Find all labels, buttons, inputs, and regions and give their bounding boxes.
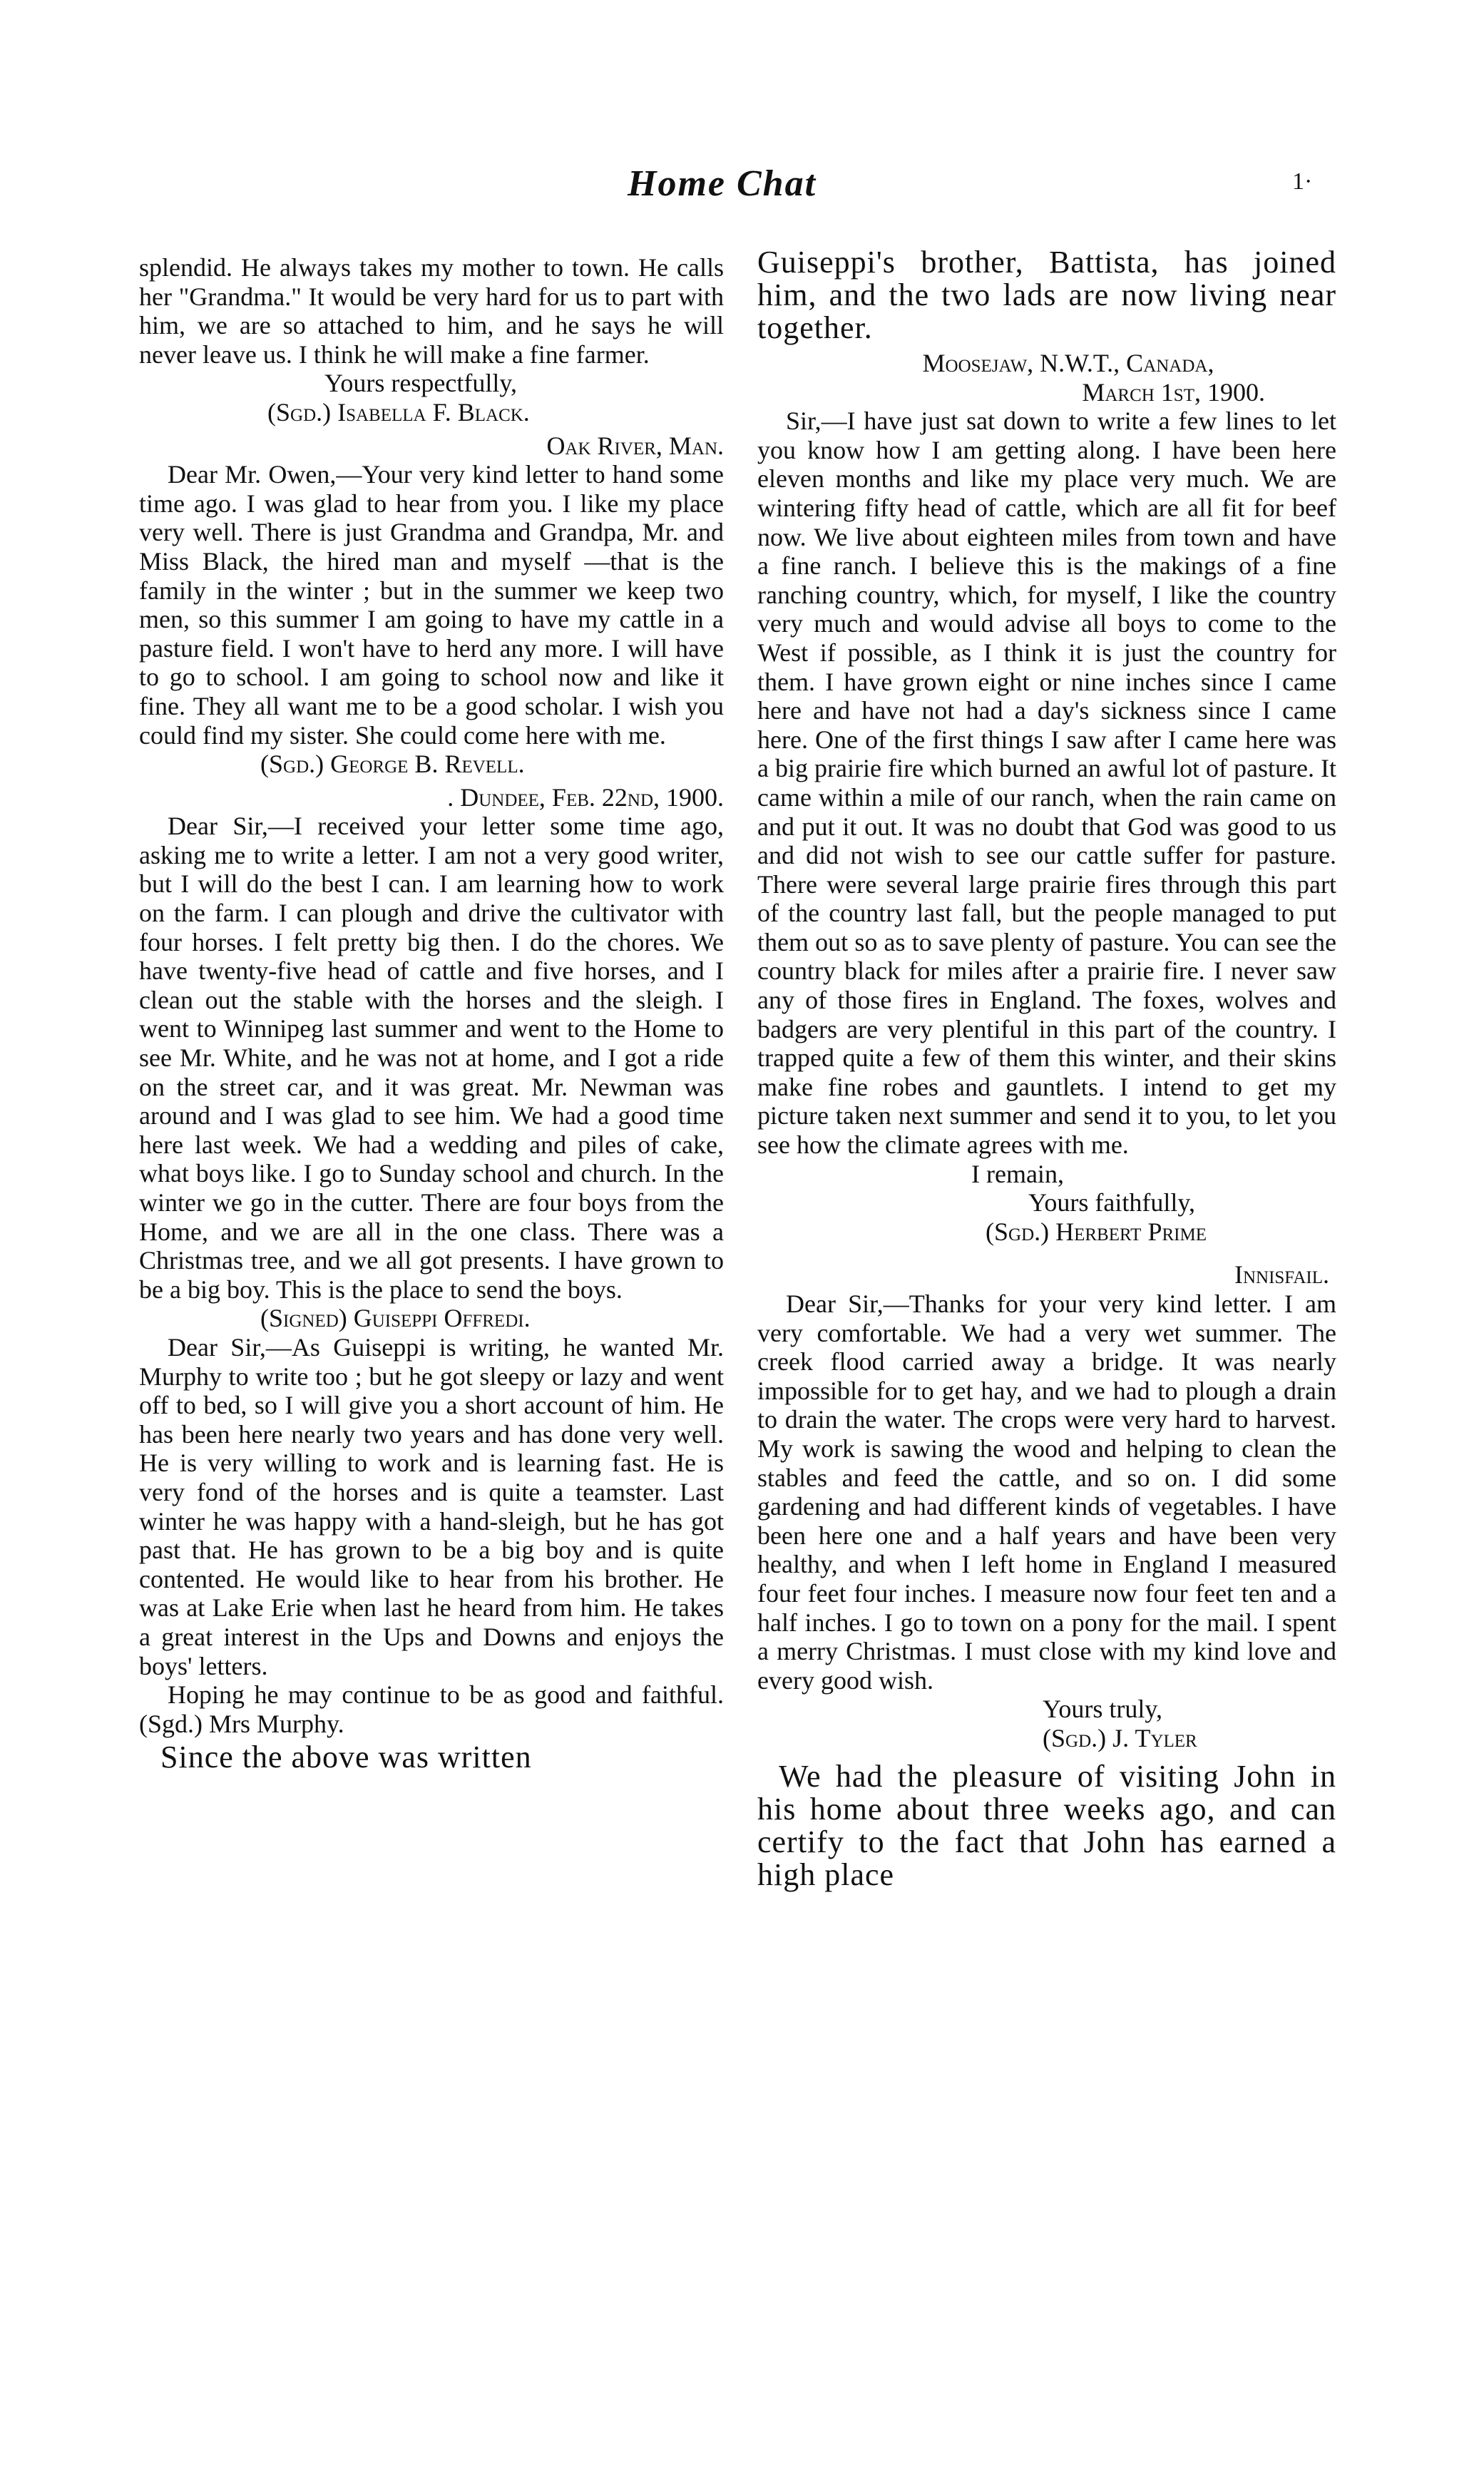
editor-note: We had the pleasure of visiting John in his home about three weeks ago, and can certify to the fact that John has earned a high place <box>757 1758 1336 1892</box>
letter-signature: (Sgd.) Isabella F. Black. <box>267 397 530 427</box>
letter-closing: Yours respectfully, <box>324 369 517 398</box>
letter-paragraph: Dear Sir,—I received your letter some time ago, asking me to write a letter. I am not a very good writer, but I will do the best I can. I am learning how to work on the farm. I can plough and drive the cultivator with four horses. I felt pretty big then. I do the chores. We have twenty-five head of cattle and five horses, and I clean out the stable with the horses and the sleigh. I went to Winnipeg last summer and went to the Home to see Mr. White, and he was not at home, and I got a ride on the street car, and it was great. Mr. Newman was around and I was glad to see him. We had a good time here last week. We had a wedding and piles of cake, what boys like. I go to Sunday school and church. In the winter we go in the cutter. There are four boys from the Home, and we are all in the one class. There was a Christmas tree, and we all got presents. I have grown to be a big boy. This is the place to send the boys. <box>139 812 724 1304</box>
editor-note: Guiseppi's brother, Battista, has joined him, and the two lads are now living near together. <box>757 245 1336 345</box>
letter-paragraph: Dear Sir,—Thanks for your very kind letter. I am very comfortable. We had a very wet summer. The creek flood carried away a bridge. It was nearly impossible for to get hay, and we had to plough a drain to drain the water. The crops were very hard to harvest. My work is sawing the wood and helping to clean the stables and feed the cattle, and so on. I did some gardening and had different kinds of vegetables. I have been here one and a half years and have been very healthy, and when I left home in England I measured four feet four inches. I measure now four feet ten and a half inches. I go to town on a pony for the mail. I spent a merry Christmas. I must close with my kind love and every good wish. <box>757 1289 1336 1695</box>
page-header <box>0 163 1484 205</box>
page-number: 1· <box>1292 168 1313 195</box>
letter-place: Innisfail. <box>1234 1260 1329 1289</box>
letter-paragraph: Dear Mr. Owen,—Your very kind letter to hand some time ago. I was glad to hear from you. I like my place very well. There is just Grandma and Grandpa, Mr. and Miss Black, the hired man and myself —that is the family in the winter ; but in the summer we keep two men, so this summer I am going to have my cattle in a pasture field. I won't have to herd any more. I will have to go to school. I am going to school now and like it fine. They all want me to be a good scholar. I wish you could find my sister. She could come here with me. <box>139 460 724 750</box>
letter-date: March 1st, 1900. <box>1082 377 1265 407</box>
editor-note: Since the above was written <box>160 1740 532 1775</box>
letter-signature: (Signed) Guiseppi Offredi. <box>260 1304 531 1333</box>
letter-place: Moosejaw, N.W.T., Canada, <box>922 349 1214 377</box>
left-column <box>139 253 724 1774</box>
running-title: Home Chat <box>628 163 817 204</box>
letter-signature: (Sgd.) Herbert Prime <box>986 1217 1207 1246</box>
letter-paragraph: Sir,—I have just sat down to write a few lines to let you know how I am getting along. I have been here eleven months and like my place very much. We are wintering fifty head of cattle, which are all fit for beef now. We live about eighteen miles from town and have a fine ranch. I believe this is the makings of a fine ranching country, which, for myself, I like the country very much and would advise all boys to come to the West if possible, as I think it is just the country for them. I have grown eight or nine inches since I came here and have not had a day's sickness since I came here. One of the first things I saw after I came here was a big prairie fire which burned an awful lot of pasture. It came within a mile of our ranch, when the rain came on and put it out. It was no doubt that God was good to us and did not wish to see our cattle suffer for pasture. There were several large prairie fires through this part of the country last fall, but the people managed to put them out so as to save plenty of pasture. You can see the country black for miles after a prairie fire. I never saw any of those fires in England. The foxes, wolves and badgers are very plentiful in this part of the country. I trapped quite a few of them this winter, and their skins make fine robes and gauntlets. I intend to get my picture taken next summer and send it to you, to let you see how the climate agrees with me. <box>757 407 1336 1160</box>
letter-signature: (Sgd.) George B. Revell. <box>260 750 525 779</box>
letter-paragraph: Hoping he may continue to be as good and faithful. (Sgd.) Mrs Murphy. <box>139 1680 724 1738</box>
letter-place: Oak River, Man. <box>546 431 724 460</box>
letter-paragraph: Dear Sir,—As Guiseppi is writing, he wanted Mr. Murphy to write too ; but he got sleepy or lazy and went off to bed, so I will give you a short account of him. He has been here nearly two years and has done very well. He is very willing to work and is learning fast. He is very fond of the horses and is quite a teamster. Last winter he was happy with a hand-sleigh, but he has got past that. He has grown to be a big boy and is quite contented. He would like to hear from his brother. He was at Lake Erie when last he heard from him. He takes a great interest in the Ups and Downs and enjoys the boys' letters. <box>139 1332 724 1680</box>
letter-closing: Yours truly, <box>1043 1695 1163 1724</box>
letter-signature: (Sgd.) J. Tyler <box>1043 1723 1197 1752</box>
letter-closing: I remain, <box>971 1159 1064 1188</box>
letter-place: . Dundee, Feb. 22nd, 1900. <box>447 782 724 812</box>
right-column <box>757 245 1336 1892</box>
letter-closing: Yours faithfully, <box>1028 1188 1196 1217</box>
letter-paragraph: splendid. He always takes my mother to town. He calls her "Grandma." It would be very hard for us to part with him, we are so attached to him, and he says he will never leave us. I think he will make a fine farmer. <box>139 253 724 369</box>
